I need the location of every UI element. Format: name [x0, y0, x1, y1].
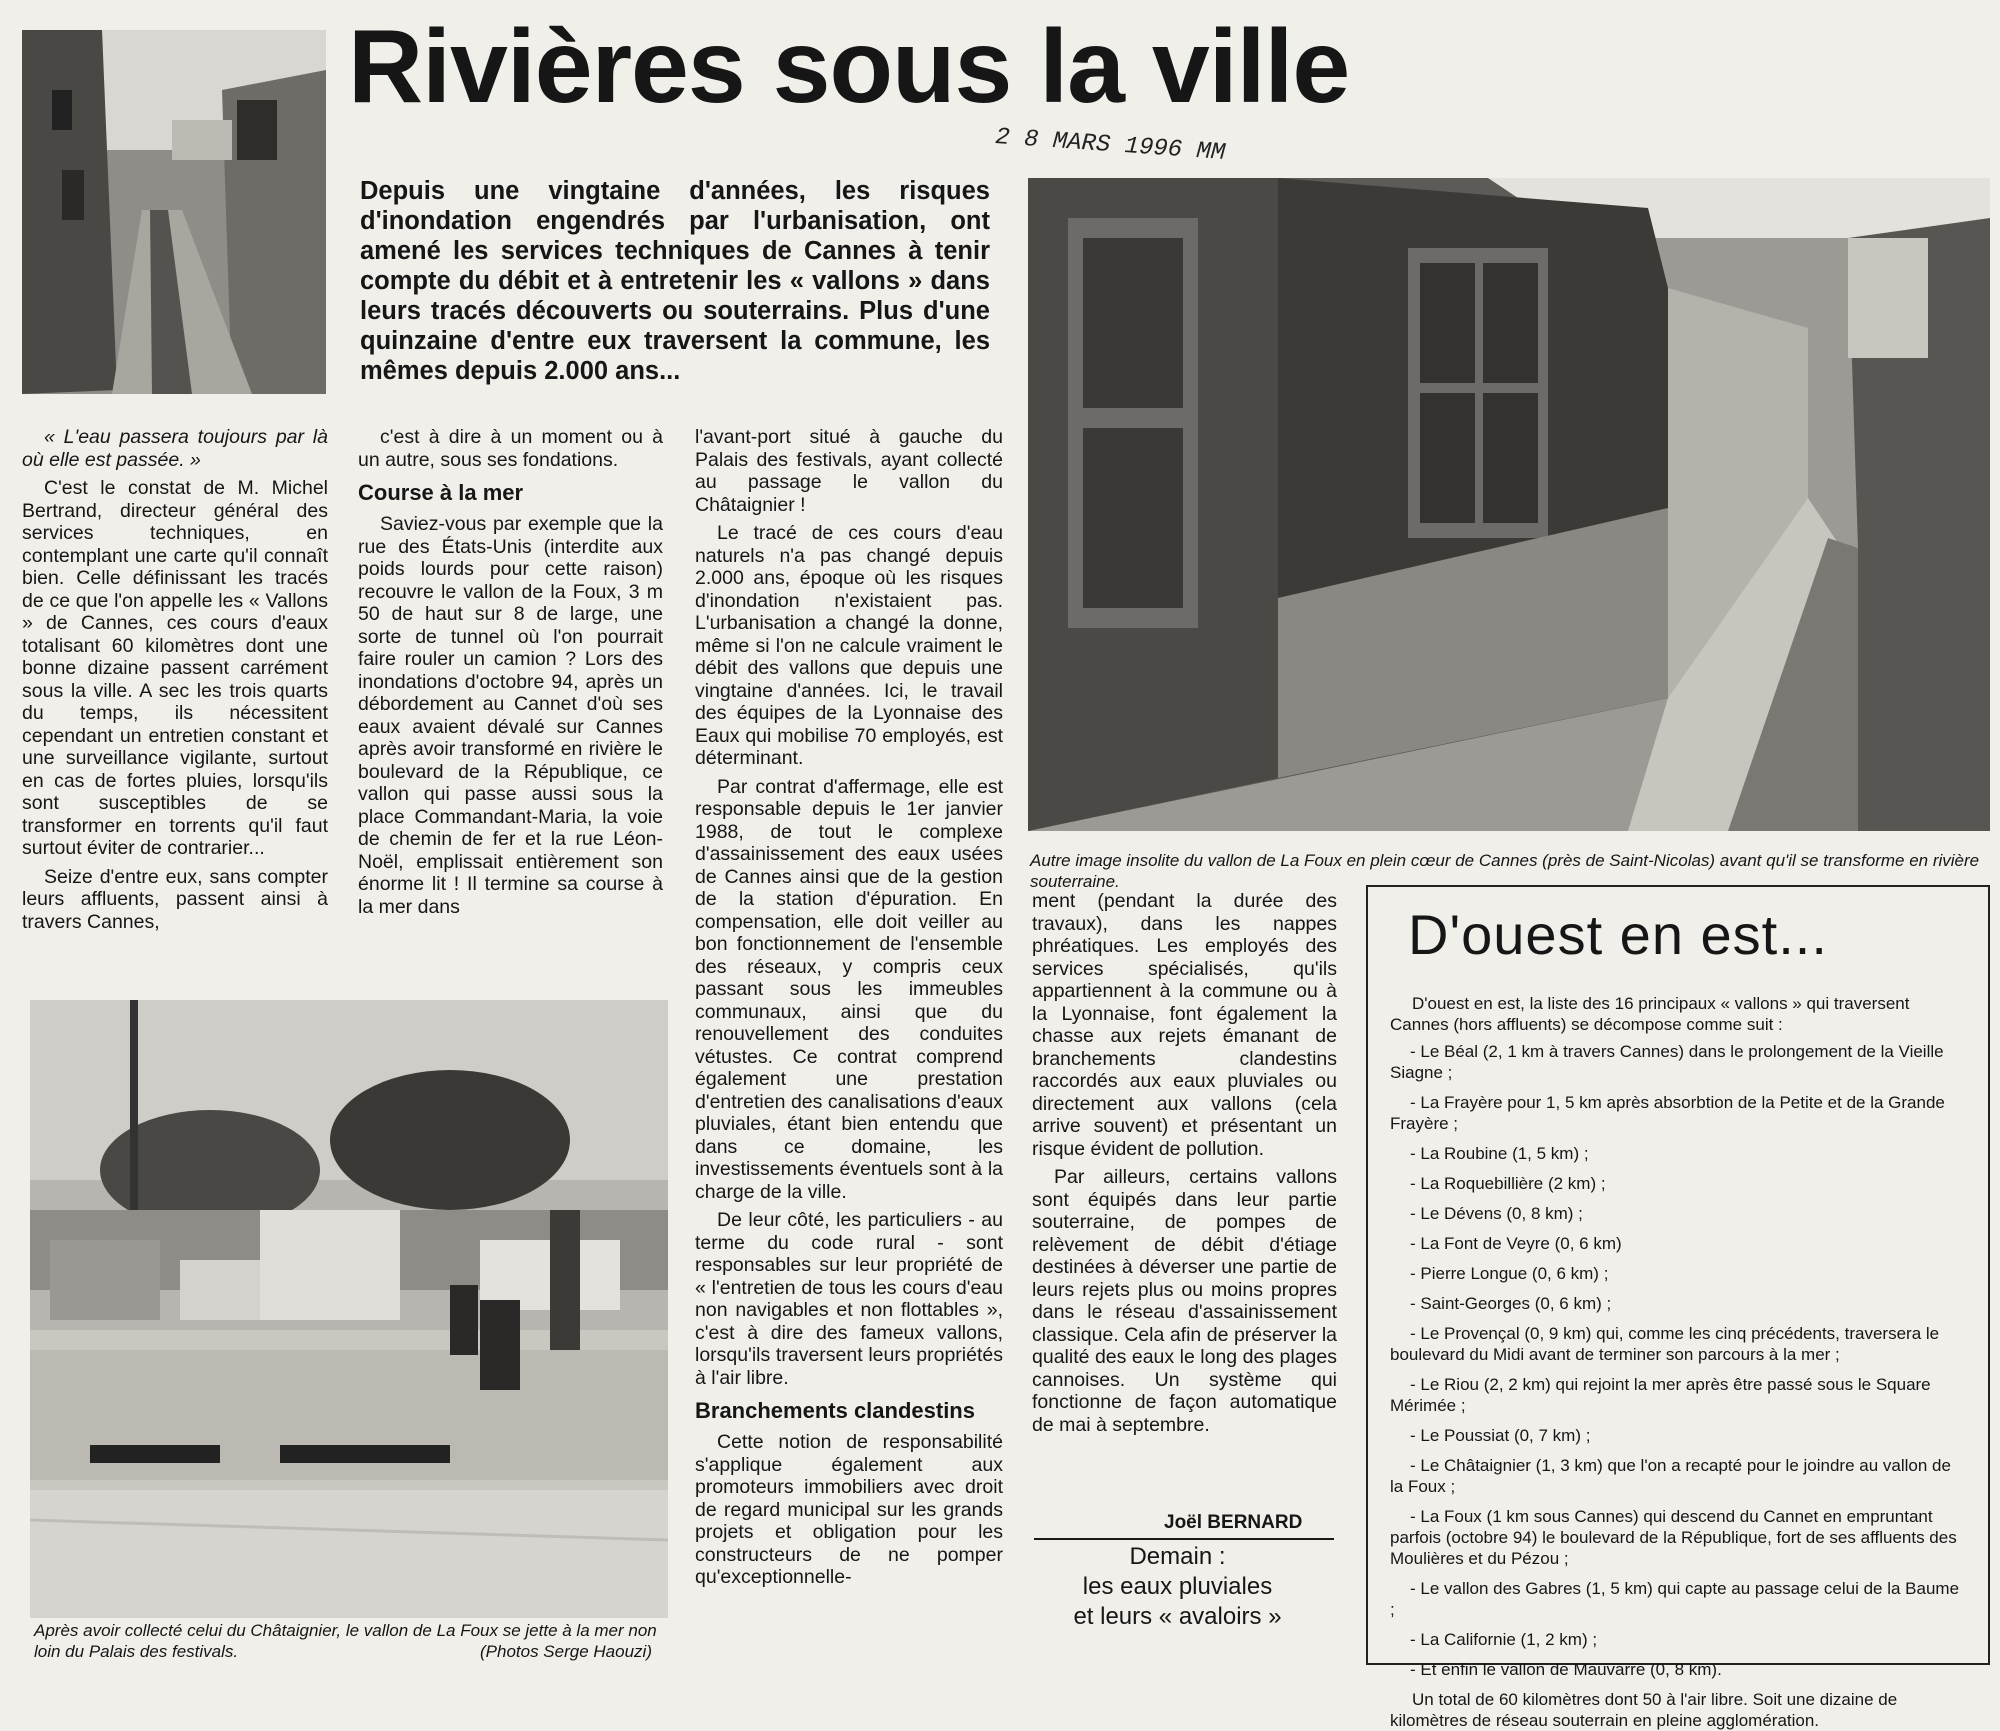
- list-item: - La Font de Veyre (0, 6 km): [1410, 1234, 1622, 1253]
- list-item: - Le Béal (2, 1 km à travers Cannes) dans le prolongement de la Vieille Siagne ;: [1390, 1042, 1944, 1082]
- opening-quote: « L'eau passera toujours par là où elle est passée. »: [22, 426, 328, 471]
- sidebar-intro: D'ouest en est, la liste des 16 principaux « vallons » qui traversent Cannes (hors affluents) se décompose comme suit :: [1390, 994, 1910, 1034]
- sidebar-outro: Un total de 60 kilomètres dont 50 à l'air libre. Soit une dizaine de kilomètres de réseau souterrain en pleine agglomération.: [1390, 1690, 1898, 1730]
- list-item: - Le Provençal (0, 9 km) qui, comme les cinq précédents, traversera le boulevard du Midi avant de terminer son parcours à la mer ;: [1390, 1324, 1940, 1364]
- paragraph: Par ailleurs, certains vallons sont équipés dans leur partie souterraine, de pompes de relèvement de débit d'étiage destinées à déverser une partie de leurs rejets plus ou moins propres dans le réseau d'assainissement classique. Cela afin de préserver la qualité des eaux le long des plages cannoises. Un système qui fonctionne de façon automatique de mai à septembre.: [1032, 1166, 1337, 1436]
- list-item: - La Frayère pour 1, 5 km après absorbtion de la Petite et de la Grande Frayère ;: [1390, 1093, 1945, 1133]
- caption-harbour-photo: Après avoir collecté celui du Châtaignier, le vallon de La Foux se jette à la mer non loin du Palais des festivals.: [34, 1621, 657, 1661]
- photo-canal-building: [1028, 178, 1990, 831]
- article-column-4: [1032, 890, 1337, 1442]
- teaser-line: et leurs « avaloirs »: [1073, 1603, 1282, 1630]
- photo-credit: (Photos Serge Haouzi): [480, 1642, 652, 1661]
- paragraph: Cette notion de responsabilité s'applique également aux promoteurs immobiliers avec droit de regard municipal sur les grands projets et obligation pour les constructeurs de ne pomper qu'exceptionnelle-: [695, 1431, 1003, 1588]
- list-item: - Pierre Longue (0, 6 km) ;: [1410, 1264, 1609, 1283]
- teaser-line: les eaux pluviales: [1082, 1573, 1273, 1600]
- article-column-1: [22, 426, 328, 939]
- list-item: - Et enfin le vallon de Mauvarre (0, 8 km).: [1410, 1660, 1722, 1679]
- paragraph: De leur côté, les particuliers - au terme du code rural - sont responsables sur leur propriété de « l'entretien de tous les cours d'eau non navigables et non flottables », c'est à dire des fameux vallons, lorsqu'ils traversent leurs propriétés à l'air libre.: [695, 1209, 1003, 1389]
- list-item: - Le Dévens (0, 8 km) ;: [1410, 1204, 1583, 1223]
- article-column-3: [695, 426, 1003, 1595]
- list-item: - Le Riou (2, 2 km) qui rejoint la mer après être passé sous le Square Mérimée ;: [1390, 1375, 1931, 1415]
- vallon-list: [1390, 1041, 1966, 1680]
- subhead-course-a-la-mer: Course à la mer: [358, 480, 524, 505]
- author-signature: Joël BERNARD: [1164, 1512, 1303, 1533]
- headline: Rivières sous la ville: [348, 9, 1350, 125]
- teaser-line: Demain :: [1129, 1543, 1226, 1570]
- paragraph: C'est le constat de M. Michel Bertrand, directeur général des services techniques, en contemplant une carte qu'il connaît bien. Celle définissant les tracés de ce que l'on appelle les « Vallons » de Cannes, ces cours d'eaux totalisant 60 kilomètres dont une bonne dizaine passent carrément sous la ville. A sec les trois quarts du temps, ils nécessitent cependant un entretien constant et une surveillance vigilante, surtout en cas de fortes pluies, lorsqu'ils sont susceptibles de se transformer en torrents qu'il faut surtout éviter de contrarier...: [22, 477, 328, 859]
- list-item: - Le Châtaignier (1, 3 km) que l'on a recapté pour le joindre au vallon de la Foux ;: [1390, 1456, 1951, 1496]
- paragraph: ment (pendant la durée des travaux), dans les nappes phréatiques. Les employés des services spécialisés, qu'ils appartiennent à la commune ou à la Lyonnaise, font également la chasse aux rejets émanant de branchements clandestins raccordés aux eaux pluviales ou directement aux vallons (cela arrive souvent) et présentant un risque évident de pollution.: [1032, 890, 1337, 1160]
- divider: [1034, 1538, 1334, 1540]
- list-item: - La Foux (1 km sous Cannes) qui descend du Cannet en empruntant parfois (octobre 94) le boulevard de la République, fort de ses affluents des Moulières et du Pézou ;: [1390, 1507, 1957, 1568]
- list-item: - La Roquebillière (2 km) ;: [1410, 1174, 1606, 1193]
- photo-alley: [22, 30, 326, 394]
- paragraph: Par contrat d'affermage, elle est responsable depuis le 1er janvier 1988, de tout le complexe d'assainissement des eaux usées de Cannes ainsi que de la gestion de la station d'épuration. En compensation, elle doit veiller au bon fonctionnement de l'ensemble des réseaux, y compris ceux passant sous les immeubles communaux, ainsi que du renouvellement des conduites vétustes. Ce contrat comprend également une prestation d'entretien des canalisations d'eaux pluviales, étant bien entendu que dans ce domaine, les investissements éventuels sont à la charge de la ville.: [695, 775, 1003, 1203]
- sidebar-title: D'ouest en est...: [1408, 903, 1828, 966]
- list-item: - Le Poussiat (0, 7 km) ;: [1410, 1426, 1591, 1445]
- paragraph: Le tracé de ces cours d'eau naturels n'a pas changé depuis 2.000 ans, époque où les risques d'inondation n'existaient pas. L'urbanisation a changé la donne, même si l'on ne calcule vraiment le débit des vallons que depuis une vingtaine d'années. Ici, le travail des équipes de la Lyonnaise des Eaux qui mobilise 70 employés, est déterminant.: [695, 522, 1003, 769]
- photo-harbour: [30, 1000, 668, 1618]
- date-stamp: 2 8 MARS 1996 MM: [994, 123, 1227, 168]
- article-column-2: [358, 426, 663, 924]
- caption-main-photo: Autre image insolite du vallon de La Foux en plein cœur de Cannes (près de Saint-Nicolas) avant qu'il se transforme en rivière souterraine.: [1030, 851, 1980, 891]
- paragraph: l'avant-port situé à gauche du Palais des festivals, ayant collecté au passage le vallon du Châtaignier !: [695, 426, 1003, 516]
- list-item: - La Californie (1, 2 km) ;: [1410, 1630, 1598, 1649]
- sidebar-box-vallons: [1366, 885, 1990, 1730]
- list-item: - La Roubine (1, 5 km) ;: [1410, 1144, 1589, 1163]
- next-issue-teaser: [1035, 1542, 1320, 1632]
- lede: Depuis une vingtaine d'années, les risques d'inondation engendrés par l'urbanisation, ont amené les services techniques de Cannes à tenir compte du débit et à entretenir les « vallons » dans leurs tracés découverts ou souterrains. Plus d'une quinzaine d'entre eux traversent la commune, les mêmes depuis 2.000 ans...: [360, 177, 990, 385]
- paragraph: Seize d'entre eux, sans compter leurs affluents, passent ainsi à travers Cannes,: [22, 865, 328, 933]
- paragraph: Saviez-vous par exemple que la rue des États-Unis (interdite aux poids lourds pour cette raison) recouvre le vallon de la Foux, 3 m 50 de haut sur 8 de large, une sorte de tunnel où l'on pourrait faire rouler un camion ? Lors des inondations d'octobre 94, après un débordement au Cannet d'où ses eaux avaient dévalé sur Cannes après avoir transformé en rivière le boulevard de la République, ce vallon qui passe aussi sous la place Commandant-Maria, la voie de chemin de fer et la rue Léon-Noël, emplissait entièrement son énorme lit ! Il termine sa course à la mer dans: [358, 513, 663, 918]
- paragraph: c'est à dire à un moment ou à un autre, sous ses fondations.: [358, 426, 663, 471]
- list-item: - Saint-Georges (0, 6 km) ;: [1410, 1294, 1612, 1313]
- subhead-branchements-clandestins: Branchements clandestins: [695, 1398, 975, 1423]
- list-item: - Le vallon des Gabres (1, 5 km) qui capte au passage celui de la Baume ;: [1390, 1579, 1960, 1619]
